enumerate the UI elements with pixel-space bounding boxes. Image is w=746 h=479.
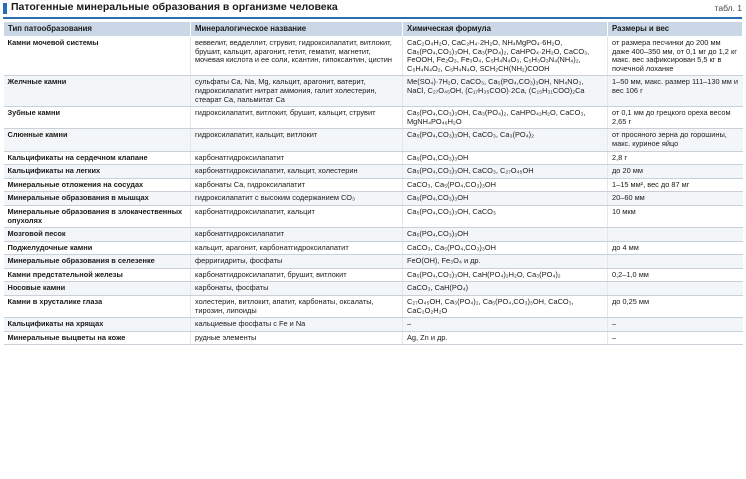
table-row <box>4 205 743 227</box>
cell-size: – <box>608 318 743 332</box>
table-title: Патогенные минеральные образования в организме человека <box>11 1 338 13</box>
cell-mineral: карбонатгидроксилапатит <box>191 151 403 165</box>
column-header-type: Тип патообразования <box>4 22 191 37</box>
cell-type: Камни предстательной железы <box>4 268 191 282</box>
cell-size: от размера песчинки до 200 мм даже 400–350 мм, от 0,1 мг до 1,2 кг макс. вес зафиксирован 5,5 кг в почечной лоханке <box>608 37 743 76</box>
cell-type: Кальцификаты на легких <box>4 165 191 179</box>
cell-size: до 0,25 мм <box>608 296 743 318</box>
cell-mineral: сульфаты Ca, Na, Mg, кальцит, арагонит, ватерит, гидроксилапатит нитрат аммония, галит холестерин, стеарат Ca, пальмитат Ca <box>191 76 403 107</box>
cell-size: 2,8 г <box>608 151 743 165</box>
cell-type: Минеральные отложения на сосудах <box>4 178 191 192</box>
cell-type: Кальцификаты на хрящах <box>4 318 191 332</box>
title-marker <box>3 3 7 14</box>
cell-formula: CaCO₃, CaH(PO₄) <box>403 282 608 296</box>
table-row <box>4 228 743 242</box>
column-header-mineral: Минералогическое название <box>191 22 403 37</box>
table-row <box>4 241 743 255</box>
cell-size: до 4 мм <box>608 241 743 255</box>
cell-type: Слюнные камни <box>4 129 191 151</box>
cell-type: Минеральные образования в мышцах <box>4 192 191 206</box>
cell-type: Кальцификаты на сердечном клапане <box>4 151 191 165</box>
cell-size: до 20 мм <box>608 165 743 179</box>
cell-formula: Ca₅(PO₄,CO₃)₃OH, CaCO₃ <box>403 205 608 227</box>
cell-formula: Ca₅(PO₄,CO₃)₃OH, CaCO₃, Ca₃(PO₄)₂ <box>403 129 608 151</box>
cell-formula: Ca₅(PO₄,CO₃)₃OH <box>403 228 608 242</box>
cell-formula: C₂₇O₄₅OH, Ca₃(PO₄)₂, Ca₅(PO₄,CO₃)₃OH, CaCO₃, CaC₂O₂H₂O <box>403 296 608 318</box>
table-row <box>4 165 743 179</box>
table-row <box>4 107 743 129</box>
cell-size: 1–15 мм², вес до 87 мг <box>608 178 743 192</box>
cell-size <box>608 228 743 242</box>
cell-mineral: гидроксилапатит с высоким содержанием CO₃ <box>191 192 403 206</box>
cell-type: Камни в хрусталике глаза <box>4 296 191 318</box>
header-row <box>4 22 743 37</box>
table-number: табл. 1 <box>714 3 742 13</box>
column-header-formula: Химическая формула <box>403 22 608 37</box>
cell-size: – <box>608 331 743 345</box>
cell-formula: CaC₂O₄H₂O, CaC₂H₄·2H₂O, NH₄MgPO₄·6H₂O, Ca₅(PO₄,CO₃)₃OH, Ca₃(PO₄)₂, CaHPO₄·2H₂O, CaCO₃, FeOOH, Fe₂O₃, Fe₃O₄, C₅H₄N₄O₃, C₅H₃O₃N₄(NH₄)₂, C₅H₄N₄O₂, C₅H₄N₄O, SCH₂CH(NH₂)COOH <box>403 37 608 76</box>
table-header <box>3 0 742 19</box>
cell-type: Мозговой песок <box>4 228 191 242</box>
cell-formula: Ag, Zn и др. <box>403 331 608 345</box>
cell-mineral: карбонаты, фосфаты <box>191 282 403 296</box>
table-row <box>4 268 743 282</box>
table-row <box>4 296 743 318</box>
cell-mineral: веввелит, ведделлит, струвит, гидроксилапатит, витлокит, брушит, кальцит, арагонит, гетит, гематит, магнетит, мочевая кислота и ее соли, ксантин, гипоксантин, цистин <box>191 37 403 76</box>
cell-type: Минеральные образования в злокачественных опухолях <box>4 205 191 227</box>
cell-mineral: гидроксилапатит, кальцит, витлокит <box>191 129 403 151</box>
cell-mineral: карбонаты Ca, гидроксилапатит <box>191 178 403 192</box>
cell-size: 0,2–1,0 мм <box>608 268 743 282</box>
cell-mineral: карбонатгидроксилапатит <box>191 228 403 242</box>
cell-type: Камни мочевой системы <box>4 37 191 76</box>
cell-type: Минеральные выцветы на коже <box>4 331 191 345</box>
table-row <box>4 192 743 206</box>
cell-mineral: карбонатгидроксилапатит, кальцит <box>191 205 403 227</box>
table-row <box>4 255 743 269</box>
cell-mineral: гидроксилапатит, витлокит, брушит, кальцит, струвит <box>191 107 403 129</box>
cell-formula: – <box>403 318 608 332</box>
cell-size: 1–50 мм, макс. размер 111–130 мм и вес 106 г <box>608 76 743 107</box>
cell-type: Минеральные образования в селезенке <box>4 255 191 269</box>
cell-mineral: кальцит, арагонит, карбонатгидроксилапатит <box>191 241 403 255</box>
cell-formula: Ca₅(PO₄,CO₃)₃OH, CaH(PO₄)₂H₂O, Ca₃(PO₄)₂ <box>403 268 608 282</box>
cell-size: от 0,1 мм до грецкого ореха весом 2,65 г <box>608 107 743 129</box>
data-table <box>3 21 743 345</box>
cell-size: 20–60 мм <box>608 192 743 206</box>
cell-size: от просяного зерна до горошины, макс. куриное яйцо <box>608 129 743 151</box>
table-row <box>4 178 743 192</box>
cell-formula: Ca₅(PO₄,CO₃)₃OH <box>403 192 608 206</box>
table-row <box>4 318 743 332</box>
cell-formula: Ca₅(PO₄,CO₃)₃OH, CaCO₃, C₂₇O₄₅OH <box>403 165 608 179</box>
cell-type: Носовые камни <box>4 282 191 296</box>
cell-formula: FeO(OH), Fe₃O₄ и др. <box>403 255 608 269</box>
cell-type: Желчные камни <box>4 76 191 107</box>
table-row <box>4 331 743 345</box>
table-row <box>4 76 743 107</box>
cell-mineral: карбонатгидроксилапатит, кальцит, холестерин <box>191 165 403 179</box>
cell-mineral: ферригидриты, фосфаты <box>191 255 403 269</box>
table-row <box>4 151 743 165</box>
cell-formula: CaCO₃, Ca₅(PO₄,CO₃)₃OH <box>403 178 608 192</box>
table-body <box>4 37 743 345</box>
cell-mineral: холестерин, витлокит, апатит, карбонаты, оксалаты, тирозин, липоиды <box>191 296 403 318</box>
cell-size: 10 мкм <box>608 205 743 227</box>
cell-size <box>608 255 743 269</box>
table-row <box>4 282 743 296</box>
cell-type: Поджелудочные камни <box>4 241 191 255</box>
cell-mineral: карбонатгидроксилапатит, брушит, витлокит <box>191 268 403 282</box>
table-row <box>4 129 743 151</box>
cell-mineral: рудные элементы <box>191 331 403 345</box>
table-row <box>4 37 743 76</box>
cell-formula: Me(SO₄)·7H₂O, CaCO₃, Ca₅(PO₄,CO₃)₃OH, NH₄NO₃, NaCl, C₂₇O₄₅OH, (C₁₇H₃₅COO)·2Ca, (C₁₅H₃₁COO)₂Ca <box>403 76 608 107</box>
cell-formula: CaCO₃, Ca₅(PO₄,CO₃)₃OH <box>403 241 608 255</box>
cell-formula: Ca₅(PO₄,CO₃)₃OH, Ca₃(PO₄)₂, CaHPO₄₂H₂O, CaCO₃, MgNH₄PO₄₆H₂O <box>403 107 608 129</box>
column-header-size: Размеры и вес <box>608 22 743 37</box>
cell-type: Зубные камни <box>4 107 191 129</box>
cell-mineral: кальциевые фосфаты с Fe и Na <box>191 318 403 332</box>
cell-formula: Ca₅(PO₄,CO₃)₃OH <box>403 151 608 165</box>
cell-size <box>608 282 743 296</box>
